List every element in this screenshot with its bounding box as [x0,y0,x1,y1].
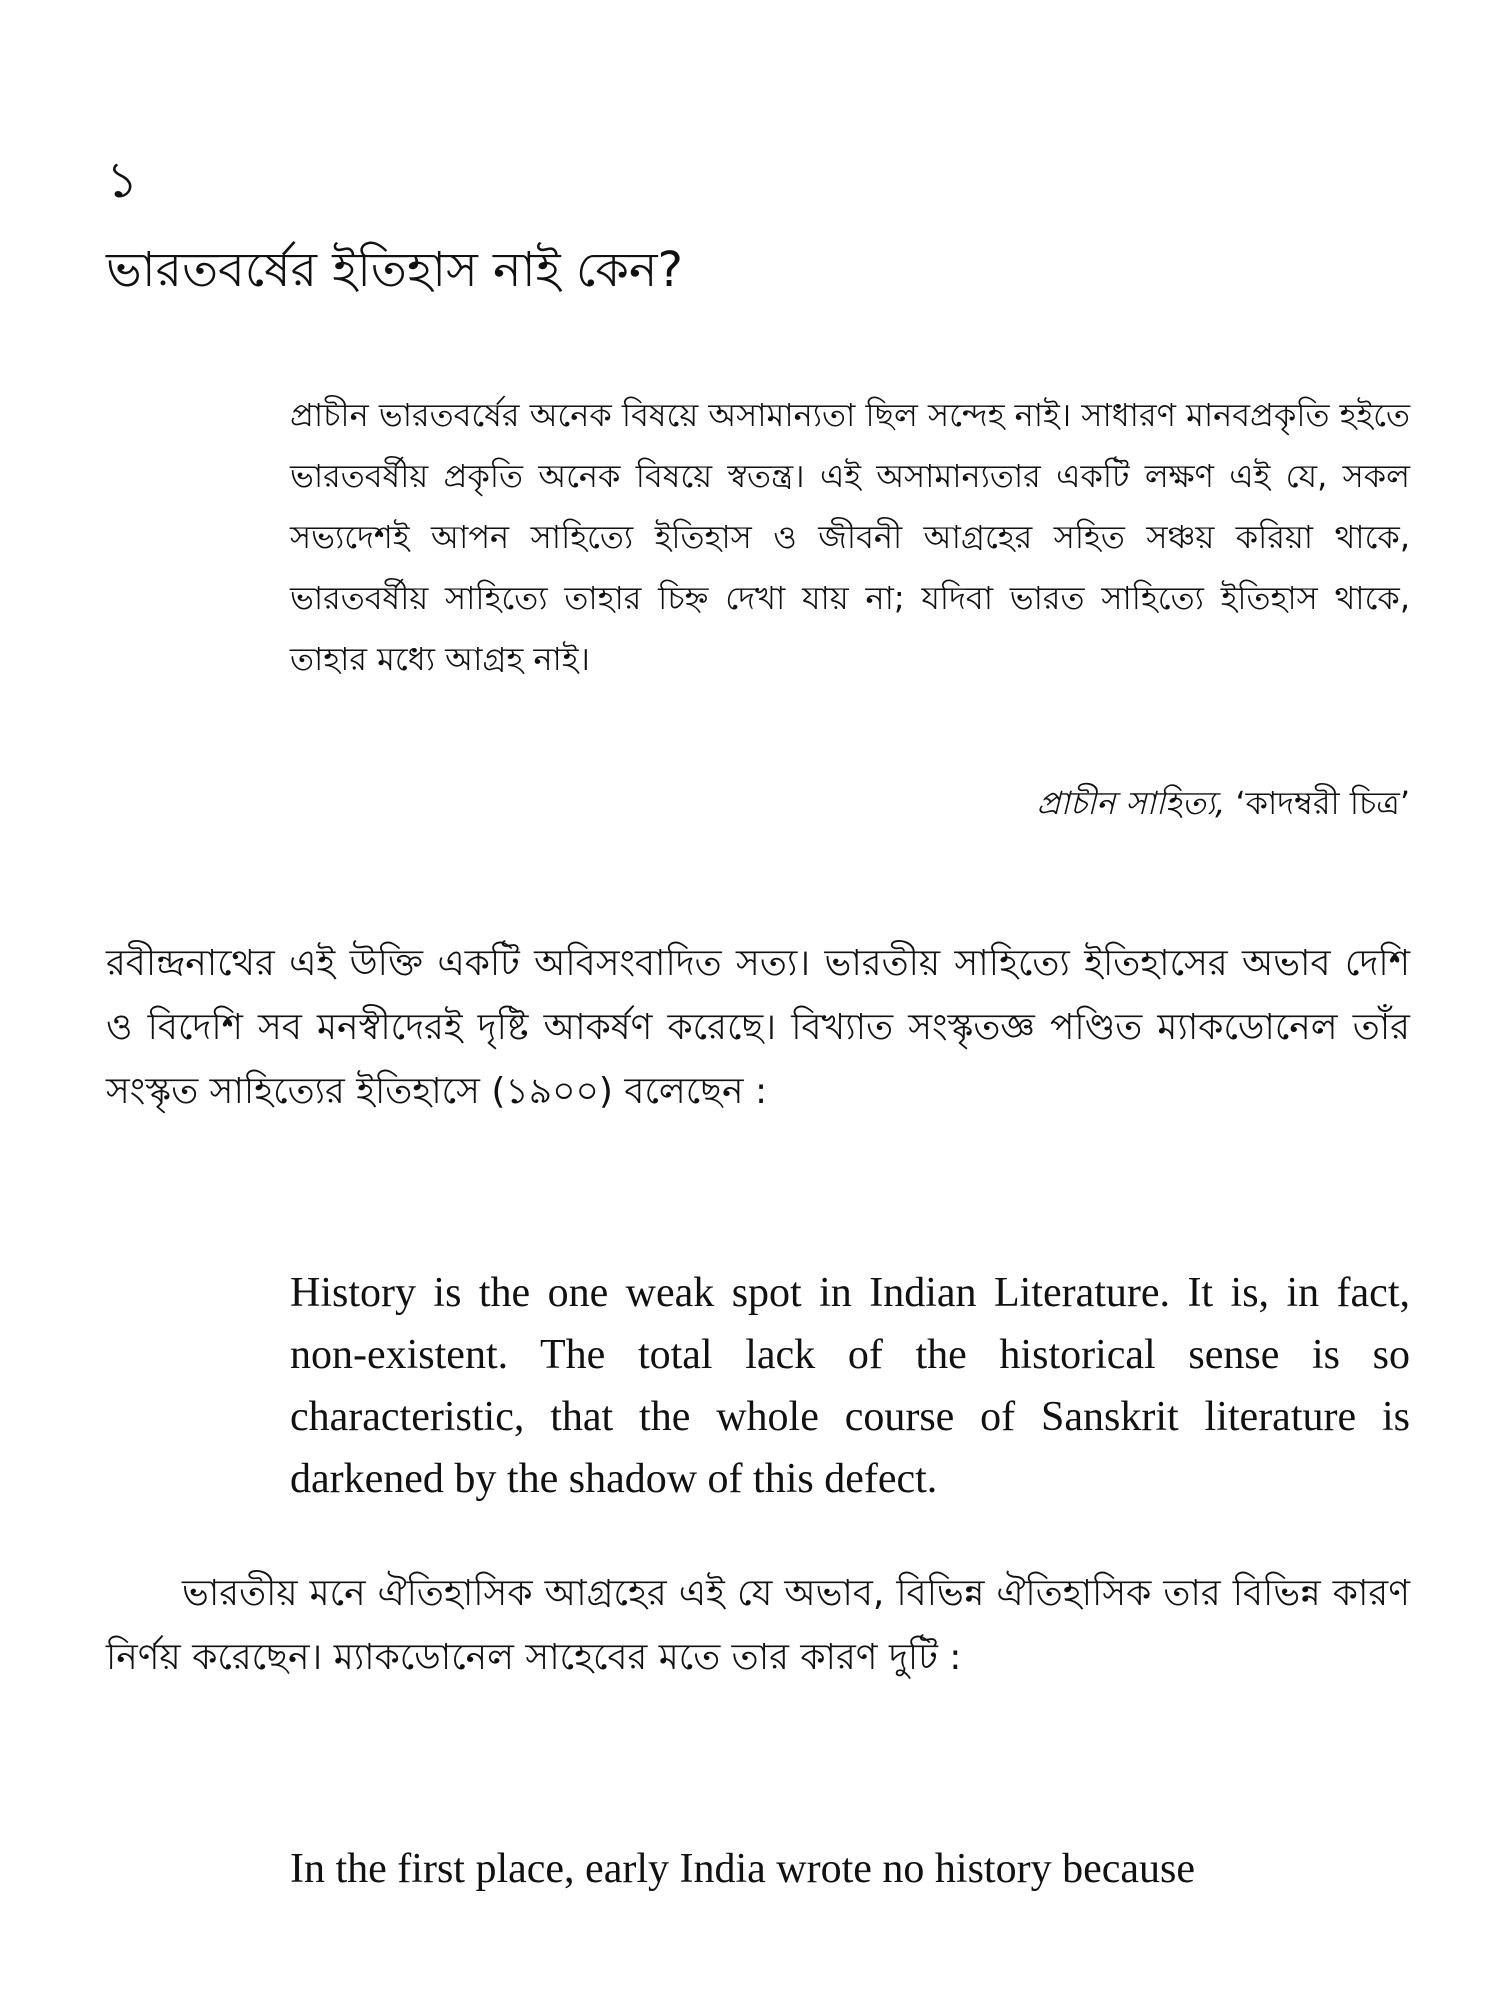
epigraph-source-essay: ‘কাদম্বরী চিত্র’ [1235,784,1410,822]
chapter-number: ১ [106,151,139,209]
epigraph-quote: প্রাচীন ভারতবর্ষের অনেক বিষয়ে অসামান্যতা ছিল সন্দেহ নাই। সাধারণ মানবপ্রকৃতি হইতে ভারতবর্ষীয় প্রকৃতি অনেক বিষয়ে স্বতন্ত্র। এই অসামান্যতার একটি লক্ষণ এই যে, সকল সভ্যদেশই আপন সাহিত্যে ইতিহাস ও জীবনী আগ্রহের সহিত সঞ্চয় করিয়া থাকে, ভারতবর্ষীয় সাহিত্যে তাহার চিহ্ন দেখা যায় না; যদিবা ভারত সাহিত্যে ইতিহাস থাকে, তাহার মধ্যে আগ্রহ নাই। [290,396,1410,678]
epigraph-attribution [1037,773,1410,833]
epigraph-source-work: প্রাচীন সাহিত্য, [1036,784,1226,822]
block-quote-1: History is the one weak spot in Indian Literature. It is, in fact, non-existent. The total lack of the historical sense is so characteristic, that the whole course of Sanskrit literature is darkened by the shadow of this defect. [290,1270,1410,1502]
chapter-title: ভারতবর্ষের ইতিহাস নাই কেন? [106,242,684,298]
body-paragraph-1: রবীন্দ্রনাথের এই উক্তি একটি অবিসংবাদিত সত্য। ভারতীয় সাহিত্যে ইতিহাসের অভাব দেশি ও বিদেশি সব মনস্বীদেরই দৃষ্টি আকর্ষণ করেছে। বিখ্যাত সংস্কৃতজ্ঞ পণ্ডিত ম্যাকডোনেল তাঁর সংস্কৃত সাহিত্যের ইতিহাসে (১৯০০) বলেছেন : [106,943,1410,1112]
body-paragraph-2: ভারতীয় মনে ঐতিহাসিক আগ্রহের এই যে অভাব, বিভিন্ন ঐতিহাসিক তার বিভিন্ন কারণ নির্ণয় করেছেন। ম্যাকডোনেল সাহেবের মতে তার কারণ দুটি : [106,1573,1410,1678]
block-quote-2: In the first place, early India wrote no history because [290,1846,1195,1892]
